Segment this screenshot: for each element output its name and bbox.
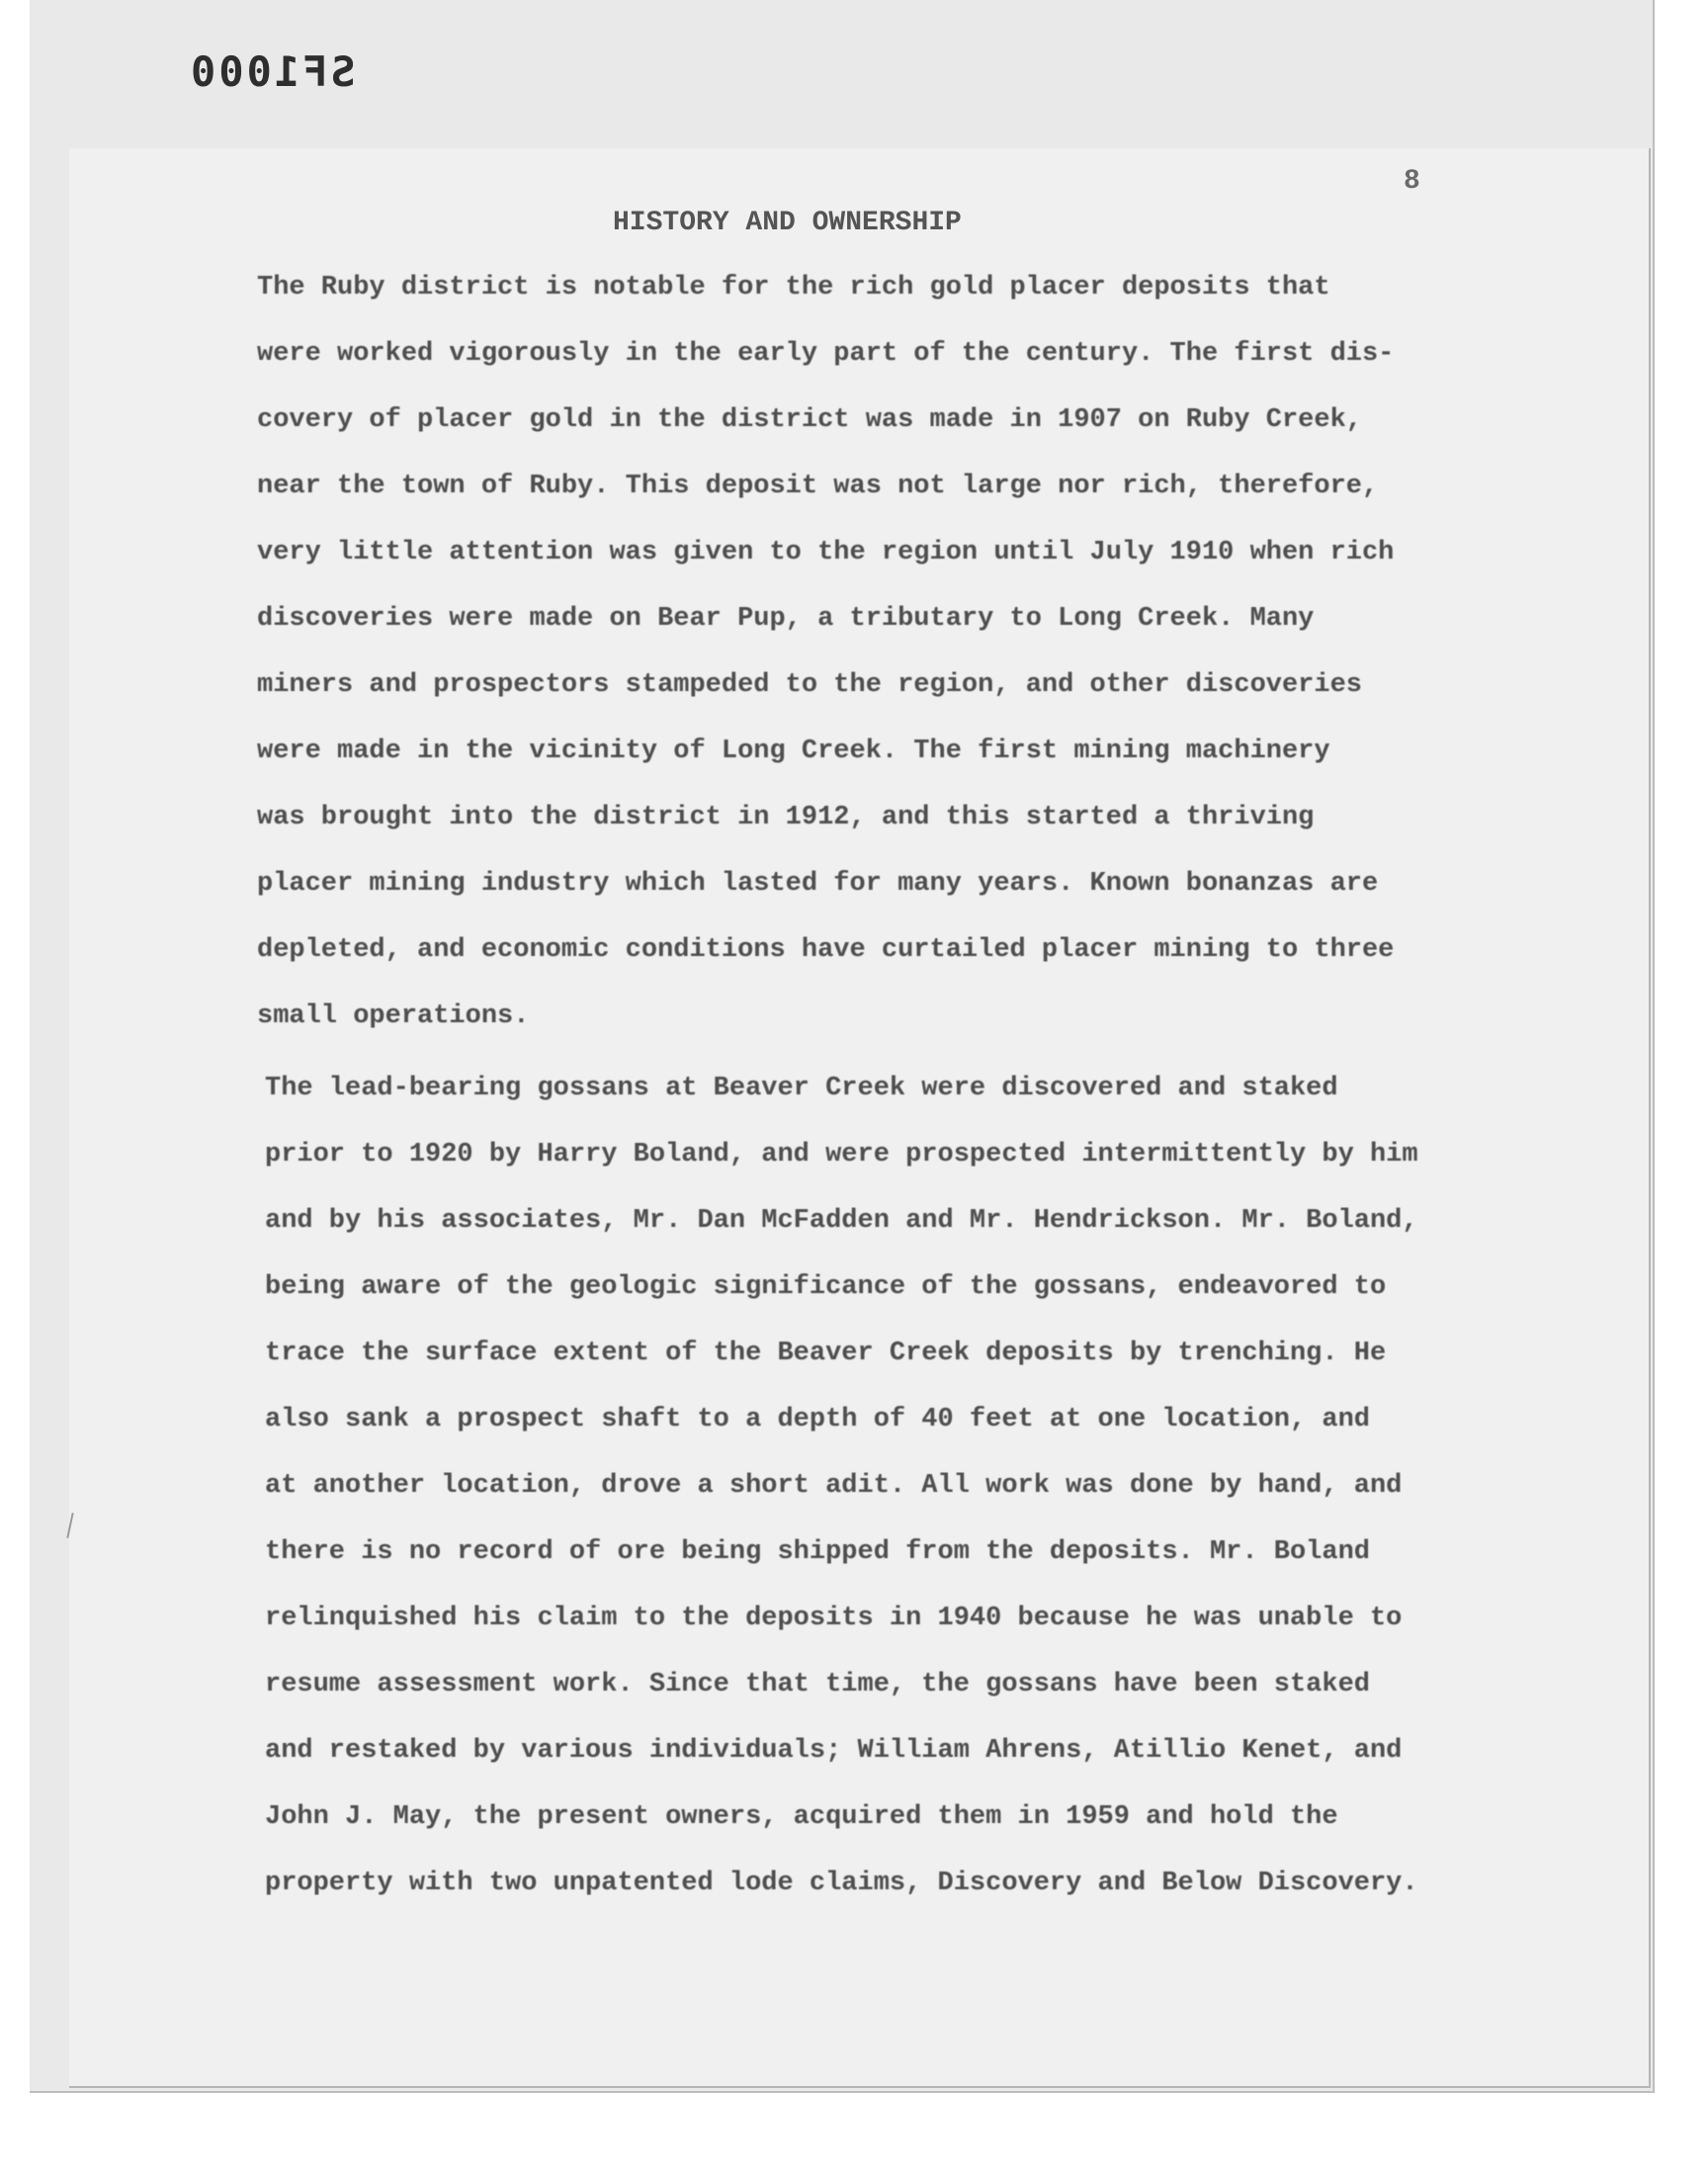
text-line: miners and prospectors stampeded to the region, and other discoveries xyxy=(257,670,1362,700)
text-line: there is no record of ore being shipped from the deposits. Mr. Boland xyxy=(265,1537,1370,1567)
text-line: very little attention was given to the region until July 1910 when rich xyxy=(257,538,1395,567)
paragraph-ownership xyxy=(265,1056,1418,1917)
text-line: depleted, and economic conditions have curtailed placer mining to three xyxy=(257,935,1395,965)
text-line: and restaked by various individuals; William Ahrens, Atillio Kenet, and xyxy=(265,1736,1403,1766)
text-line: relinquished his claim to the deposits in 1940 because he was unable to xyxy=(265,1604,1403,1633)
text-line: near the town of Ruby. This deposit was not large nor rich, therefore, xyxy=(257,472,1379,501)
text-line: being aware of the geologic significance of the gossans, endeavored to xyxy=(265,1272,1387,1302)
text-line: property with two unpatented lode claims, Discovery and Below Discovery. xyxy=(265,1869,1418,1898)
text-line: covery of placer gold in the district was made in 1907 on Ruby Creek, xyxy=(257,405,1362,435)
text-line: also sank a prospect shaft to a depth of 40 feet at one location, and xyxy=(265,1405,1370,1435)
text-line: discoveries were made on Bear Pup, a tributary to Long Creek. Many xyxy=(257,604,1315,634)
text-line: John J. May, the present owners, acquired them in 1959 and hold the xyxy=(265,1802,1338,1832)
text-line: resume assessment work. Since that time, the gossans have been staked xyxy=(265,1670,1370,1699)
page-title: HISTORY AND OWNERSHIP xyxy=(613,208,962,238)
text-line: placer mining industry which lasted for many years. Known bonanzas are xyxy=(257,869,1379,899)
text-line: at another location, drove a short adit. All work was done by hand, and xyxy=(265,1471,1403,1501)
paragraph-history xyxy=(257,255,1394,1050)
text-line: prior to 1920 by Harry Boland, and were prospected intermittently by him xyxy=(265,1140,1418,1170)
text-line: The Ruby district is notable for the rich gold placer deposits that xyxy=(257,273,1330,303)
text-line: were made in the vicinity of Long Creek. The first mining machinery xyxy=(257,737,1330,766)
text-line: were worked vigorously in the early part of the century. The first dis- xyxy=(257,339,1395,369)
text-line: small operations. xyxy=(257,1001,530,1031)
text-line: was brought into the district in 1912, and this started a thriving xyxy=(257,803,1315,832)
page-number: 8 xyxy=(1404,166,1420,197)
document-stamp-number: SF1000 xyxy=(188,47,356,96)
text-line: The lead-bearing gossans at Beaver Creek were discovered and staked xyxy=(265,1074,1338,1103)
text-line: trace the surface extent of the Beaver Creek deposits by trenching. He xyxy=(265,1339,1387,1368)
text-line: and by his associates, Mr. Dan McFadden and Mr. Hendrickson. Mr. Boland, xyxy=(265,1206,1418,1236)
